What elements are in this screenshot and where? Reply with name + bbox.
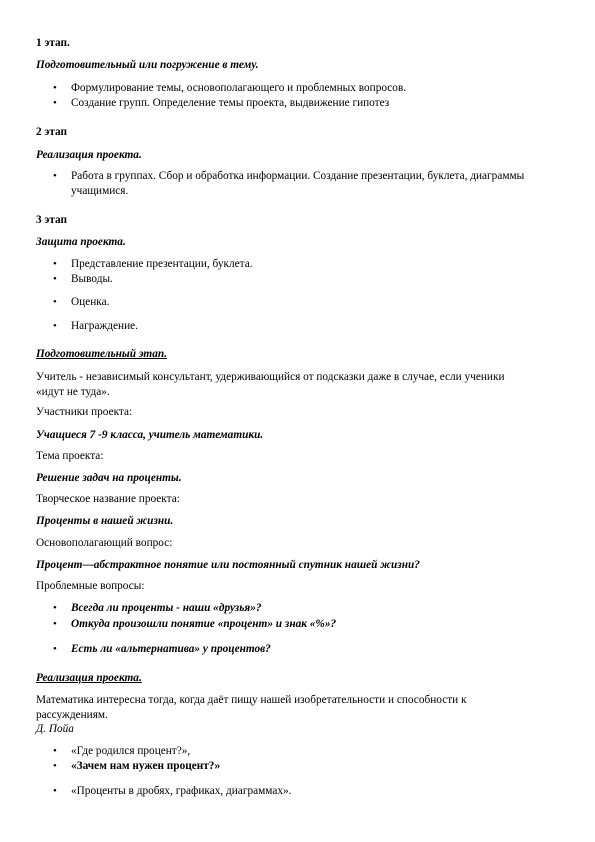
topic-value: Решение задач на проценты.	[36, 472, 182, 484]
problem-question: Откуда произошли понятие «процент» и знак «%»?	[71, 618, 337, 630]
problem-questions-label: Проблемные вопросы:	[36, 580, 145, 592]
bullet-icon: •	[53, 170, 57, 182]
stage2-heading: 2 этап	[36, 126, 68, 138]
bullet-icon: •	[53, 760, 57, 772]
stage2-subtitle: Реализация проекта.	[36, 149, 142, 161]
bullet-icon: •	[53, 258, 57, 270]
prep-heading: Подготовительный этап.	[36, 348, 167, 360]
bullet-icon: •	[53, 643, 57, 655]
stage3-heading: 3 этап	[36, 214, 68, 226]
problem-question: Есть ли «альтернатива» у процентов?	[71, 643, 271, 655]
impl-heading: Реализация проекта.	[36, 672, 142, 684]
participants-label: Участники проекта:	[36, 406, 133, 418]
key-question-value: Процент—абстрактное понятие или постоянный спутник нашей жизни?	[36, 559, 420, 571]
topic-label: Тема проекта:	[36, 450, 104, 462]
stage1-heading: 1 этап.	[36, 37, 70, 49]
key-question-label: Основополагающий вопрос:	[36, 537, 173, 549]
bullet-icon: •	[53, 785, 57, 797]
prep-teacher-line1: Учитель - независимый консультант, удерживающийся от подсказки даже в случае, если ученики	[36, 371, 505, 383]
prep-teacher-line2: «идут не туда».	[36, 386, 110, 398]
stage2-item-continuation: учащимися.	[71, 185, 129, 197]
bullet-icon: •	[53, 82, 57, 94]
bullet-icon: •	[53, 602, 57, 614]
stage1-subtitle: Подготовительный или погружение в тему.	[36, 59, 259, 71]
impl-quote-line2: рассуждениям.	[36, 709, 108, 721]
bullet-icon: •	[53, 745, 57, 757]
bullet-icon: •	[53, 618, 57, 630]
impl-quote-line1: Математика интересна тогда, когда даёт пищу нашей изобретательности и способности к	[36, 694, 467, 706]
stage3-item: Представление презентации, буклета.	[71, 258, 253, 270]
bullet-icon: •	[53, 273, 57, 285]
stage3-item: Выводы.	[71, 273, 113, 285]
bullet-icon: •	[53, 320, 57, 332]
stage3-item: Оценка.	[71, 296, 110, 308]
impl-item: «Где родился процент?»,	[71, 745, 191, 757]
bullet-icon: •	[53, 97, 57, 109]
impl-item: «Зачем нам нужен процент?»	[71, 760, 221, 772]
creative-name-value: Проценты в нашей жизни.	[36, 515, 174, 527]
creative-name-label: Творческое название проекта:	[36, 493, 180, 505]
stage3-item: Награждение.	[71, 320, 138, 332]
impl-item: «Проценты в дробях, графиках, диаграммах».	[71, 785, 292, 797]
bullet-icon: •	[53, 296, 57, 308]
problem-question: Всегда ли проценты - наши «друзья»?	[71, 602, 262, 614]
stage3-subtitle: Защита проекта.	[36, 236, 126, 248]
participants-value: Учащиеся 7 -9 класса, учитель математики.	[36, 429, 264, 441]
stage1-item: Формулирование темы, основополагающего и проблемных вопросов.	[71, 82, 407, 94]
stage1-item: Создание групп. Определение темы проекта, выдвижение гипотез	[71, 97, 390, 109]
quote-author: Д. Пойа	[36, 723, 74, 735]
stage2-item: Работа в группах. Сбор и обработка информации. Создание презентации, буклета, диаграммы	[71, 170, 525, 182]
